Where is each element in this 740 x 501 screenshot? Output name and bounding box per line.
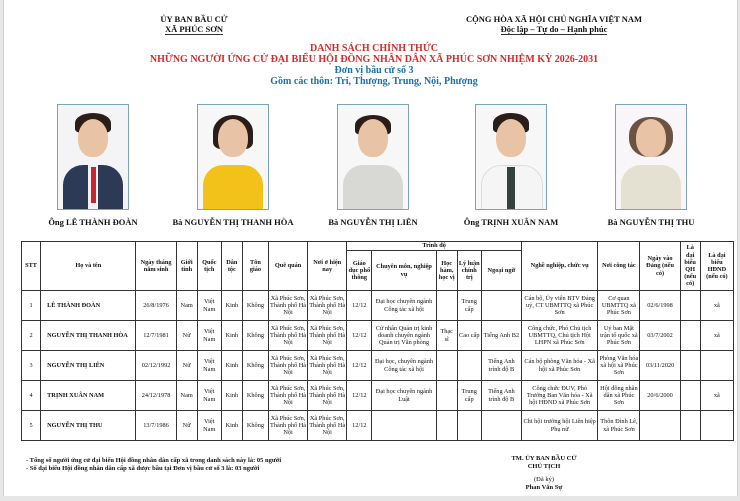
header-workplace: Nơi công tác bbox=[598, 242, 640, 291]
signature-title: CHỦ TỊCH bbox=[527, 463, 561, 470]
cell-ethnicity: Kinh bbox=[221, 291, 242, 321]
cell-nationality: Việt Nam bbox=[197, 411, 221, 441]
table-row bbox=[22, 291, 734, 321]
national-header bbox=[419, 14, 689, 35]
cell-stt: 3 bbox=[22, 351, 41, 381]
cell-residence: Xã Phúc Sơn, Thành phố Hà Nội bbox=[308, 381, 347, 411]
cell-general-edu: 12/12 bbox=[347, 291, 372, 321]
header-nationality: Quốc tịch bbox=[197, 242, 221, 291]
cell-dob: 02/12/1992 bbox=[136, 351, 176, 381]
cell-political: Trung cấp bbox=[457, 381, 481, 411]
cell-workplace: Thôn Đình Lê, xã Phúc Sơn bbox=[598, 411, 640, 441]
cell-degree bbox=[436, 351, 457, 381]
cell-na-delegate bbox=[680, 321, 700, 351]
header-residence: Nơi ở hiện nay bbox=[308, 242, 347, 291]
cell-hometown: Xã Phúc Sơn, Thành phố Hà Nội bbox=[268, 411, 307, 441]
cell-name: NGUYỄN THỊ THU bbox=[41, 411, 136, 441]
header-general-edu: Giáo dục phổ thông bbox=[347, 251, 372, 291]
cell-ethnicity: Kinh bbox=[221, 411, 242, 441]
cell-degree bbox=[436, 411, 457, 441]
cell-hometown: Xã Phúc Sơn, Thành phố Hà Nội bbox=[268, 381, 307, 411]
cell-name: NGUYỄN THỊ LIÊN bbox=[41, 351, 136, 381]
table-row bbox=[22, 351, 734, 381]
cell-hometown: Xã Phúc Sơn, Thành phố Hà Nội bbox=[268, 321, 307, 351]
cell-nationality: Việt Nam bbox=[197, 291, 221, 321]
cell-degree bbox=[436, 291, 457, 321]
cell-name: TRỊNH XUÂN NAM bbox=[41, 381, 136, 411]
cell-political: Cao cấp bbox=[457, 321, 481, 351]
candidate-card bbox=[441, 104, 581, 227]
header-council-delegate: Là đại biểu HĐND (nếu có) bbox=[700, 242, 733, 291]
candidate-card bbox=[23, 104, 163, 227]
cell-specialty: Đại học, chuyên ngành Công tác xã hội bbox=[372, 351, 436, 381]
cell-gender: Nữ bbox=[176, 351, 197, 381]
candidate-photo bbox=[57, 104, 129, 210]
candidate-card bbox=[581, 104, 721, 227]
cell-religion: Không bbox=[242, 291, 268, 321]
header-degree: Học hàm, học vị bbox=[436, 251, 457, 291]
header-education-group: Trình độ bbox=[347, 242, 522, 251]
footnote-total: - Tổng số người ứng cử đại biểu Hội đồng nhân dân cấp xã trong danh sách này là: 05 người bbox=[26, 457, 282, 464]
cell-ethnicity: Kinh bbox=[221, 321, 242, 351]
header-occupation: Nghề nghiệp, chức vụ bbox=[522, 242, 598, 291]
header-stt: STT bbox=[22, 242, 41, 291]
cell-language bbox=[481, 411, 521, 441]
candidate-card bbox=[303, 104, 443, 227]
cell-workplace: Cơ quan UBMTTQ xã Phúc Sơn bbox=[598, 291, 640, 321]
cell-nationality: Việt Nam bbox=[197, 381, 221, 411]
header-name: Họ và tên bbox=[41, 242, 136, 291]
header-language: Ngoại ngữ bbox=[481, 251, 521, 291]
cell-degree: Thạc sĩ bbox=[436, 321, 457, 351]
national-motto: Độc lập – Tự do – Hạnh phúc bbox=[500, 24, 608, 34]
cell-ethnicity: Kinh bbox=[221, 381, 242, 411]
cell-occupation: Công chức, Phó Chủ tịch UBMTTQ, Chủ tịch Hội LHPN xã Phúc Sơn bbox=[522, 321, 598, 351]
cell-language: Tiếng Anh trình độ B bbox=[481, 381, 521, 411]
cell-residence: Xã Phúc Sơn, Thành phố Hà Nội bbox=[308, 321, 347, 351]
cell-religion: Không bbox=[242, 351, 268, 381]
cell-ethnicity: Kinh bbox=[221, 351, 242, 381]
candidate-photo bbox=[337, 104, 409, 210]
cell-language: Tiếng Anh trình độ B bbox=[481, 351, 521, 381]
cell-na-delegate bbox=[680, 291, 700, 321]
table-row bbox=[22, 321, 734, 351]
cell-hometown: Xã Phúc Sơn, Thành phố Hà Nội bbox=[268, 291, 307, 321]
candidate-photo bbox=[197, 104, 269, 210]
header-specialty: Chuyên môn, nghiệp vụ bbox=[372, 251, 436, 291]
candidate-caption: Bà NGUYỄN THỊ LIÊN bbox=[328, 217, 418, 227]
cell-dob: 12/7/1981 bbox=[136, 321, 176, 351]
cell-general-edu: 12/12 bbox=[347, 381, 372, 411]
cell-general-edu: 12/12 bbox=[347, 321, 372, 351]
cell-degree bbox=[436, 381, 457, 411]
cell-na-delegate bbox=[680, 381, 700, 411]
header-hometown: Quê quán bbox=[268, 242, 307, 291]
cell-nationality: Việt Nam bbox=[197, 351, 221, 381]
cell-party-date bbox=[640, 411, 680, 441]
cell-council-delegate: xã bbox=[700, 291, 733, 321]
candidate-caption: Ông LÊ THÀNH ĐOÀN bbox=[48, 217, 138, 227]
cell-workplace: Uỷ ban Mặt trận tổ quốc xã Phúc Sơn bbox=[598, 321, 640, 351]
cell-stt: 5 bbox=[22, 411, 41, 441]
cell-council-delegate: xã bbox=[700, 321, 733, 351]
cell-na-delegate bbox=[680, 411, 700, 441]
cell-political: Trung cấp bbox=[457, 291, 481, 321]
cell-stt: 4 bbox=[22, 381, 41, 411]
cell-workplace: Hội đồng nhân dân xã Phúc Sơn bbox=[598, 381, 640, 411]
document-title bbox=[4, 43, 740, 87]
cell-general-edu: 12/12 bbox=[347, 411, 372, 441]
cell-occupation: Cán bộ, Ủy viên BTV Đảng uỷ, CT UBMTTQ xã Phúc Sơn bbox=[522, 291, 598, 321]
viewer-bottom-bar bbox=[0, 496, 740, 501]
header-party-date: Ngày vào Đảng (nếu có) bbox=[640, 242, 680, 291]
header-political: Lý luận chính trị bbox=[457, 251, 481, 291]
cell-party-date: 02/6/1998 bbox=[640, 291, 680, 321]
cell-council-delegate bbox=[700, 351, 733, 381]
cell-dob: 13/7/1986 bbox=[136, 411, 176, 441]
cell-workplace: Phòng Văn hóa xã hội xã Phúc Sơn bbox=[598, 351, 640, 381]
cell-religion: Không bbox=[242, 381, 268, 411]
header-ethnicity: Dân tộc bbox=[221, 242, 242, 291]
title-line3: Đơn vị bầu cử số 3 bbox=[334, 65, 414, 76]
cell-name: NGUYỄN THỊ THANH HÒA bbox=[41, 321, 136, 351]
cell-occupation: Chi hội trưởng hội Liên hiệp Phụ nữ bbox=[522, 411, 598, 441]
document-page bbox=[3, 0, 738, 496]
candidate-caption: Ông TRỊNH XUÂN NAM bbox=[463, 217, 559, 227]
signature-block bbox=[474, 455, 614, 492]
cell-political bbox=[457, 351, 481, 381]
cell-gender: Nam bbox=[176, 291, 197, 321]
cell-religion: Không bbox=[242, 321, 268, 351]
national-title: CỘNG HÒA XÃ HỘI CHỦ NGHĨA VIỆT NAM bbox=[465, 14, 643, 24]
cell-stt: 2 bbox=[22, 321, 41, 351]
cell-language bbox=[481, 291, 521, 321]
cell-general-edu: 12/12 bbox=[347, 351, 372, 381]
cell-language: Tiếng Anh B2 bbox=[481, 321, 521, 351]
candidate-caption: Bà NGUYỄN THỊ THANH HÒA bbox=[172, 217, 294, 227]
cell-party-date: 03/11/2020 bbox=[640, 351, 680, 381]
cell-gender: Nữ bbox=[176, 411, 197, 441]
cell-stt: 1 bbox=[22, 291, 41, 321]
issuer-line2: XÃ PHÚC SƠN bbox=[164, 24, 224, 34]
title-line1: DANH SÁCH CHÍNH THỨC bbox=[309, 43, 439, 54]
candidate-photo bbox=[615, 104, 687, 210]
title-line2: NHỮNG NGƯỜI ỨNG CỬ ĐẠI BIỂU HỘI ĐỒNG NHÂN DÂN XÃ PHÚC SƠN NHIỆM KỲ 2026-2031 bbox=[149, 54, 599, 65]
cell-religion: Không bbox=[242, 411, 268, 441]
table-row bbox=[22, 411, 734, 441]
candidate-table bbox=[21, 241, 734, 441]
cell-name: LÊ THÀNH ĐOÀN bbox=[41, 291, 136, 321]
cell-dob: 26/8/1976 bbox=[136, 291, 176, 321]
cell-dob: 24/12/1978 bbox=[136, 381, 176, 411]
header-gender: Giới tính bbox=[176, 242, 197, 291]
header-religion: Tôn giáo bbox=[242, 242, 268, 291]
header-na-delegate: Là đại biểu QH (nếu có) bbox=[680, 242, 700, 291]
cell-residence: Xã Phúc Sơn, Thành phố Hà Nội bbox=[308, 351, 347, 381]
candidate-photos bbox=[4, 104, 740, 234]
cell-na-delegate bbox=[680, 351, 700, 381]
issuer-line1: ỦY BAN BẦU CỬ bbox=[160, 14, 228, 24]
header-dob: Ngày tháng năm sinh bbox=[136, 242, 176, 291]
cell-residence: Xã Phúc Sơn, Thành phố Hà Nội bbox=[308, 411, 347, 441]
cell-specialty: Cử nhân Quản trị kinh doanh chuyên ngành Quản trị Văn phòng bbox=[372, 321, 436, 351]
candidate-photo bbox=[475, 104, 547, 210]
cell-council-delegate: xã bbox=[700, 381, 733, 411]
cell-political bbox=[457, 411, 481, 441]
signature-name: Phan Văn Sự bbox=[525, 484, 563, 491]
title-line4: Gồm các thôn: Tri, Thượng, Trung, Nội, Phượng bbox=[270, 76, 478, 87]
cell-gender: Nữ bbox=[176, 321, 197, 351]
table-row bbox=[22, 381, 734, 411]
cell-nationality: Việt Nam bbox=[197, 321, 221, 351]
cell-party-date: 03/7/2002 bbox=[640, 321, 680, 351]
signature-org: TM. ỦY BAN BẦU CỬ bbox=[511, 455, 577, 462]
footnote-seats: - Số đại biểu Hội đồng nhân dân cấp xã được bầu tại Đơn vị bầu cử số 3 là: 03 người bbox=[26, 465, 260, 472]
candidate-caption: Bà NGUYỄN THỊ THU bbox=[607, 217, 695, 227]
issuer-header bbox=[134, 14, 254, 35]
cell-specialty bbox=[372, 411, 436, 441]
cell-party-date: 20/6/2000 bbox=[640, 381, 680, 411]
candidate-card bbox=[163, 104, 303, 227]
cell-specialty: Đại học chuyên ngành Luật bbox=[372, 381, 436, 411]
cell-gender: Nam bbox=[176, 381, 197, 411]
cell-hometown: Xã Phúc Sơn, Thành phố Hà Nội bbox=[268, 351, 307, 381]
cell-residence: Xã Phúc Sơn, Thành phố Hà Nội bbox=[308, 291, 347, 321]
cell-council-delegate bbox=[700, 411, 733, 441]
cell-specialty: Đại học chuyên ngành Công tác xã hội bbox=[372, 291, 436, 321]
signature-signed: (Đã ký) bbox=[533, 476, 555, 483]
cell-occupation: Cán bộ phòng Văn hóa - Xã hội xã Phúc Sơn bbox=[522, 351, 598, 381]
footnotes bbox=[26, 457, 281, 473]
cell-occupation: Công chức ĐUV, Phó Trưởng Ban Văn hóa - Xã hội HĐND xã Phúc Sơn bbox=[522, 381, 598, 411]
